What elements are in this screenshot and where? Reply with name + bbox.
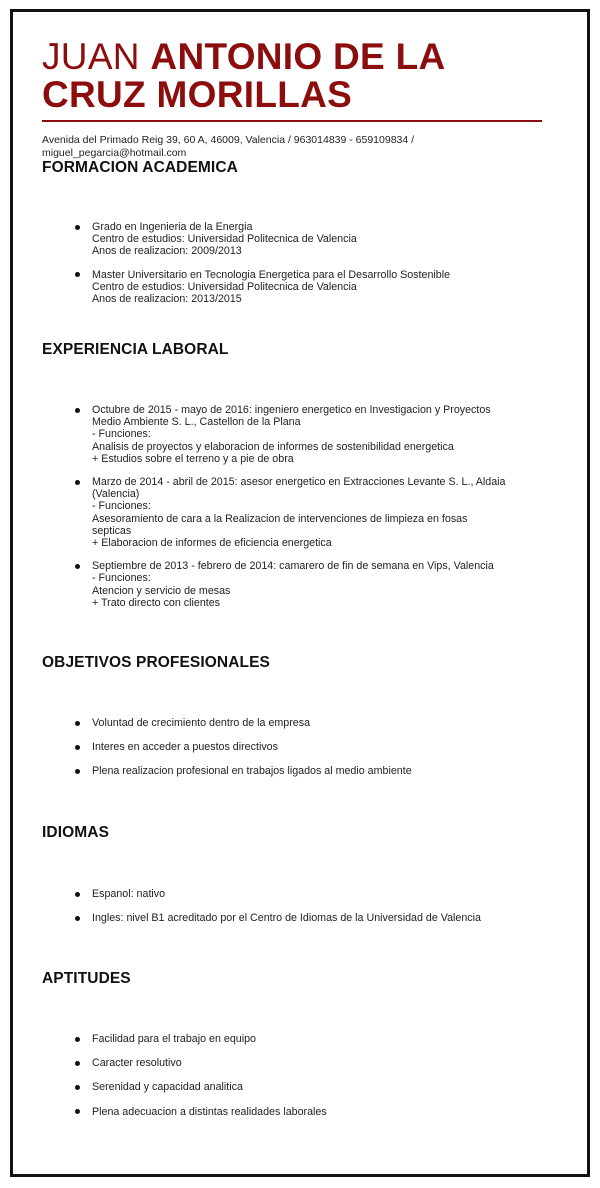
list-item (42, 560, 552, 609)
list-item (42, 269, 552, 306)
list-item: Ingles: nivel B1 acreditado por el Centro de Idiomas de la Universidad de Valencia (42, 912, 552, 924)
line: + Elaboracion de informes de eficiencia energetica (92, 537, 332, 550)
line: Analisis de proyectos y elaboracion de informes de sostenibilidad energetica (92, 440, 454, 453)
first-name: JUAN (42, 36, 140, 77)
languages-list (42, 888, 552, 924)
experience-list (42, 404, 552, 609)
line: septicas (92, 524, 132, 537)
line: Asesoramiento de cara a la Realizacion de intervenciones de limpieza en fosas (92, 512, 468, 525)
section-title: EXPERIENCIA LABORAL (42, 341, 229, 358)
list-item (42, 404, 552, 465)
line: Anos de realizacion: 2013/2015 (92, 293, 242, 306)
line: + Estudios sobre el terreno y a pie de obra (92, 452, 294, 465)
list-item: Espanol: nativo (42, 888, 552, 900)
line: Medio Ambiente S. L., Castellon de la Plana (92, 416, 301, 429)
section-title: IDIOMAS (42, 824, 110, 841)
list-item (42, 476, 552, 549)
list-item (42, 221, 552, 258)
education-list (42, 221, 552, 305)
list-item: Plena adecuacion a distintas realidades laborales (42, 1106, 552, 1118)
list-item: Interes en acceder a puestos directivos (42, 741, 552, 753)
languages-section (42, 824, 552, 936)
line: Grado en Ingenieria de la Energia (92, 221, 253, 233)
list-item: Plena realizacion profesional en trabajos ligados al medio ambiente (42, 765, 552, 777)
objectives-section (42, 654, 552, 790)
cv-header (42, 26, 554, 159)
contact-info: Avenida del Primado Reig 39, 60 A, 46009, Valencia / 963014839 - 659109834 / miguel_pegarcia@hotmail.com (42, 134, 415, 159)
line: - Funciones: (92, 500, 151, 513)
line: Centro de estudios: Universidad Politecnica de Valencia (92, 233, 357, 246)
line: - Funciones: (92, 572, 151, 585)
line: + Trato directo con clientes (92, 596, 221, 609)
section-title: FORMACION ACADEMICA (42, 159, 238, 176)
line: Centro de estudios: Universidad Politecnica de Valencia (92, 280, 357, 293)
candidate-name (42, 38, 554, 114)
list-item: Serenidad y capacidad analitica (42, 1081, 552, 1093)
line: Marzo de 2014 - abril de 2015: asesor energetico en Extracciones Levante S. L., Aldaia (92, 476, 506, 489)
line: Octubre de 2015 - mayo de 2016: ingeniero energetico en Investigacion y Proyectos (92, 404, 491, 416)
line: - Funciones: (92, 428, 151, 441)
skills-section (42, 970, 552, 1130)
line: Anos de realizacion: 2009/2013 (92, 245, 242, 258)
objectives-list (42, 717, 552, 778)
education-section (42, 159, 552, 316)
line: (Valencia) (92, 488, 140, 501)
line: Septiembre de 2013 - febrero de 2014: camarero de fin de semana en Vips, Valencia (92, 560, 494, 573)
section-title: APTITUDES (42, 970, 131, 987)
experience-section (42, 341, 552, 620)
last-name: ANTONIO DE LA CRUZ MORILLAS (42, 36, 445, 115)
header-rule (42, 120, 542, 122)
line: Master Universitario en Tecnologia Energetica para el Desarrollo Sostenible (92, 268, 451, 281)
skills-list (42, 1033, 552, 1118)
list-item: Caracter resolutivo (42, 1057, 552, 1069)
list-item: Voluntad de crecimiento dentro de la empresa (42, 717, 552, 729)
section-title: OBJETIVOS PROFESIONALES (42, 654, 270, 671)
list-item: Facilidad para el trabajo en equipo (42, 1033, 552, 1045)
line: Atencion y servicio de mesas (92, 584, 231, 597)
